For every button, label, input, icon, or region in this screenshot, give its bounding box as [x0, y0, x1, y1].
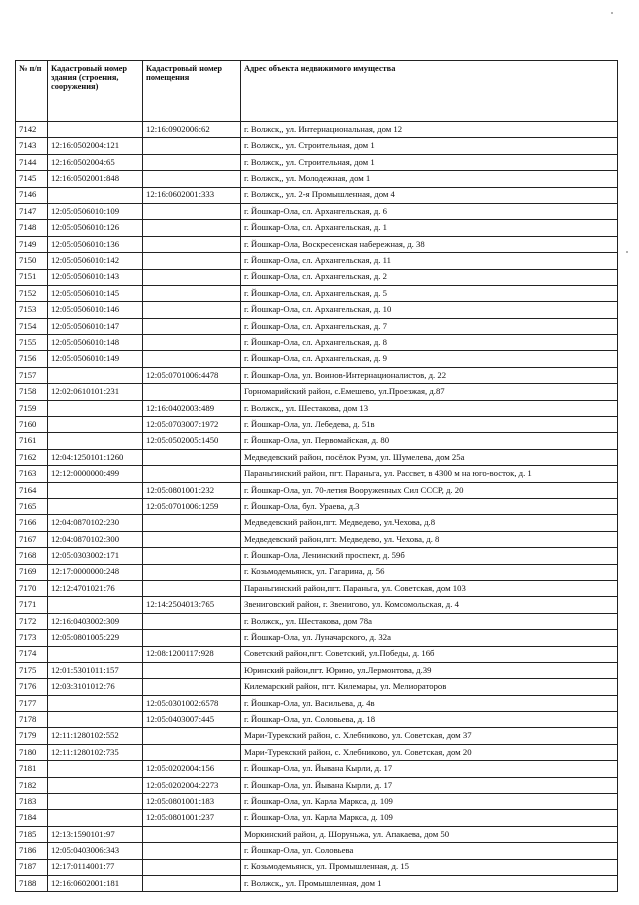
- cell-number: 7172: [16, 613, 48, 629]
- cell-room-cadastral: [143, 826, 241, 842]
- table-row: [16, 580, 618, 596]
- cell-room-cadastral: 12:05:0703007:1972: [143, 417, 241, 433]
- cell-building-cadastral: [48, 597, 143, 613]
- cell-room-cadastral: [143, 384, 241, 400]
- cell-address: г. Йошкар-Ола, ул. Лебедева, д. 51в: [241, 417, 618, 433]
- cell-address: г. Йошкар-Ола, бул. Ураева, д.3: [241, 498, 618, 514]
- cell-building-cadastral: 12:03:3101012:76: [48, 679, 143, 695]
- cell-room-cadastral: [143, 335, 241, 351]
- table-row: [16, 515, 618, 531]
- cell-number: 7174: [16, 646, 48, 662]
- table-row: [16, 318, 618, 334]
- table-row: [16, 794, 618, 810]
- cell-address: г. Йошкар-Ола, ул. Йывана Кырли, д. 17: [241, 761, 618, 777]
- table-row: [16, 482, 618, 498]
- cell-building-cadastral: 12:05:0506010:126: [48, 220, 143, 236]
- table-row: [16, 826, 618, 842]
- cell-number: 7144: [16, 154, 48, 170]
- cell-address: г. Йошкар-Ола, сл. Архангельская, д. 2: [241, 269, 618, 285]
- cell-building-cadastral: 12:05:0506010:143: [48, 269, 143, 285]
- cell-address: г. Йошкар-Ола, сл. Архангельская, д. 11: [241, 253, 618, 269]
- cell-building-cadastral: [48, 695, 143, 711]
- table-row: [16, 220, 618, 236]
- cell-number: 7161: [16, 433, 48, 449]
- cell-number: 7182: [16, 777, 48, 793]
- cell-address: г. Йошкар-Ола, сл. Архангельская, д. 7: [241, 318, 618, 334]
- cell-room-cadastral: 12:05:0701006:1259: [143, 498, 241, 514]
- cell-room-cadastral: [143, 466, 241, 482]
- cell-building-cadastral: 12:16:0602001:181: [48, 875, 143, 891]
- table-row: [16, 597, 618, 613]
- cell-address: г. Йошкар-Ола, ул. Воинов-Интернационалистов, д. 22: [241, 367, 618, 383]
- cell-number: 7176: [16, 679, 48, 695]
- cell-building-cadastral: 12:12:4701021:76: [48, 580, 143, 596]
- table-row: [16, 744, 618, 760]
- table-row: [16, 630, 618, 646]
- cell-room-cadastral: 12:05:0202004:2273: [143, 777, 241, 793]
- header-number: № п/п: [16, 61, 48, 122]
- cell-address: Горномарийский район, с.Емешево, ул.Проезжая, д.87: [241, 384, 618, 400]
- table-row: [16, 646, 618, 662]
- cell-address: г. Волжск,, ул. Молодежная, дом 1: [241, 171, 618, 187]
- table-row: [16, 253, 618, 269]
- cell-address: Медведевский район, посёлок Руэм, ул. Шумелева, дом 25а: [241, 449, 618, 465]
- table-row: [16, 761, 618, 777]
- cell-number: 7178: [16, 712, 48, 728]
- cell-room-cadastral: 12:16:0902006:62: [143, 122, 241, 138]
- cell-number: 7146: [16, 187, 48, 203]
- cell-room-cadastral: [143, 515, 241, 531]
- table-row: [16, 122, 618, 138]
- table-row: [16, 843, 618, 859]
- table-row: [16, 875, 618, 891]
- cell-room-cadastral: [143, 351, 241, 367]
- cell-number: 7150: [16, 253, 48, 269]
- cell-building-cadastral: [48, 761, 143, 777]
- cell-room-cadastral: 12:05:0502005:1450: [143, 433, 241, 449]
- cell-address: г. Йошкар-Ола, ул. Соловьева, д. 18: [241, 712, 618, 728]
- cell-room-cadastral: 12:05:0801001:237: [143, 810, 241, 826]
- cell-number: 7164: [16, 482, 48, 498]
- cell-number: 7157: [16, 367, 48, 383]
- cell-number: 7188: [16, 875, 48, 891]
- cell-address: Медведевский район,пгт. Медведево, ул. Чехова, д. 8: [241, 531, 618, 547]
- cell-address: г. Йошкар-Ола, ул. 70-летия Вооруженных Сил СССР, д. 20: [241, 482, 618, 498]
- header-address: Адрес объекта недвижимого имущества: [241, 61, 618, 122]
- cell-address: Медведевский район,пгт. Медведево, ул.Чехова, д.8: [241, 515, 618, 531]
- cell-building-cadastral: [48, 777, 143, 793]
- cell-number: 7186: [16, 843, 48, 859]
- table-row: [16, 433, 618, 449]
- table-row: [16, 400, 618, 416]
- cell-number: 7187: [16, 859, 48, 875]
- cell-room-cadastral: [143, 662, 241, 678]
- cell-room-cadastral: [143, 744, 241, 760]
- cell-address: г. Волжск,, ул. Промышленная, дом 1: [241, 875, 618, 891]
- cell-number: 7183: [16, 794, 48, 810]
- cell-room-cadastral: [143, 875, 241, 891]
- cell-address: г. Йошкар-Ола, ул. Васильева, д. 4в: [241, 695, 618, 711]
- cell-address: г. Йошкар-Ола, сл. Архангельская, д. 6: [241, 203, 618, 219]
- cell-number: 7153: [16, 302, 48, 318]
- cell-address: г. Йошкар-Ола, Воскресенская набережная, д. 38: [241, 236, 618, 252]
- cell-number: 7170: [16, 580, 48, 596]
- table-row: [16, 154, 618, 170]
- cell-building-cadastral: 12:05:0801005:229: [48, 630, 143, 646]
- cell-room-cadastral: 12:14:2504013:765: [143, 597, 241, 613]
- cell-room-cadastral: 12:05:0301002:6578: [143, 695, 241, 711]
- cell-building-cadastral: 12:16:0502004:121: [48, 138, 143, 154]
- cell-building-cadastral: [48, 482, 143, 498]
- cell-building-cadastral: 12:05:0506010:148: [48, 335, 143, 351]
- cell-building-cadastral: 12:05:0303002:171: [48, 548, 143, 564]
- table-row: [16, 335, 618, 351]
- cell-room-cadastral: [143, 269, 241, 285]
- cell-building-cadastral: 12:04:0870102:300: [48, 531, 143, 547]
- cell-address: г. Йошкар-Ола, ул. Луначарского, д. 32а: [241, 630, 618, 646]
- cell-building-cadastral: [48, 646, 143, 662]
- cell-number: 7152: [16, 285, 48, 301]
- cell-address: Моркинский район, д. Шоруньжа, ул. Апакаева, дом 50: [241, 826, 618, 842]
- cell-building-cadastral: 12:16:0502001:848: [48, 171, 143, 187]
- header-building-cadastral: Кадастровый номер здания (строения, сооружения): [48, 61, 143, 122]
- cell-address: Килемарский район, пгт. Килемары, ул. Мелиораторов: [241, 679, 618, 695]
- cell-number: 7181: [16, 761, 48, 777]
- table-row: [16, 203, 618, 219]
- cell-address: г. Волжск,, ул. Шестакова, дом 78а: [241, 613, 618, 629]
- cell-room-cadastral: [143, 580, 241, 596]
- table-row: [16, 531, 618, 547]
- table-row: [16, 466, 618, 482]
- cell-number: 7163: [16, 466, 48, 482]
- cell-room-cadastral: [143, 564, 241, 580]
- cell-address: г. Йошкар-Ола, сл. Архангельская, д. 5: [241, 285, 618, 301]
- cell-number: 7160: [16, 417, 48, 433]
- cell-room-cadastral: 12:05:0701006:4478: [143, 367, 241, 383]
- cell-building-cadastral: 12:05:0506010:149: [48, 351, 143, 367]
- header-room-cadastral: Кадастровый номер помещения: [143, 61, 241, 122]
- cell-building-cadastral: 12:16:0403002:309: [48, 613, 143, 629]
- cell-address: г. Волжск,, ул. Строительная, дом 1: [241, 154, 618, 170]
- cell-room-cadastral: 12:16:0402003:489: [143, 400, 241, 416]
- cell-building-cadastral: 12:11:1280102:552: [48, 728, 143, 744]
- cell-number: 7165: [16, 498, 48, 514]
- cell-number: 7151: [16, 269, 48, 285]
- table-row: [16, 859, 618, 875]
- cell-room-cadastral: [143, 138, 241, 154]
- cell-building-cadastral: 12:13:1590101:97: [48, 826, 143, 842]
- table-row: [16, 417, 618, 433]
- cell-number: 7184: [16, 810, 48, 826]
- cell-number: 7167: [16, 531, 48, 547]
- cell-number: 7173: [16, 630, 48, 646]
- cell-building-cadastral: 12:04:1250101:1260: [48, 449, 143, 465]
- cell-building-cadastral: 12:17:0114001:77: [48, 859, 143, 875]
- cell-number: 7154: [16, 318, 48, 334]
- scan-speck: [626, 251, 628, 253]
- table-row: [16, 269, 618, 285]
- cell-address: Мари-Турекский район, с. Хлебниково, ул. Советская, дом 20: [241, 744, 618, 760]
- cell-address: г. Волжск,, ул. Строительная, дом 1: [241, 138, 618, 154]
- cell-number: 7159: [16, 400, 48, 416]
- cell-address: г. Йошкар-Ола, сл. Архангельская, д. 8: [241, 335, 618, 351]
- table-row: [16, 564, 618, 580]
- table-row: [16, 285, 618, 301]
- cell-address: г. Йошкар-Ола, ул. Йывана Кырли, д. 17: [241, 777, 618, 793]
- cell-room-cadastral: [143, 203, 241, 219]
- cell-building-cadastral: [48, 794, 143, 810]
- cell-building-cadastral: 12:05:0506010:142: [48, 253, 143, 269]
- cell-room-cadastral: [143, 253, 241, 269]
- cell-building-cadastral: 12:11:1280102:735: [48, 744, 143, 760]
- table-header-row: [16, 61, 618, 122]
- cell-building-cadastral: 12:04:0870102:230: [48, 515, 143, 531]
- cell-building-cadastral: [48, 122, 143, 138]
- cell-building-cadastral: 12:12:0000000:499: [48, 466, 143, 482]
- cell-number: 7143: [16, 138, 48, 154]
- cell-room-cadastral: 12:16:0602001:333: [143, 187, 241, 203]
- cell-address: г. Йошкар-Ола, сл. Архангельская, д. 1: [241, 220, 618, 236]
- cell-number: 7155: [16, 335, 48, 351]
- table-row: [16, 351, 618, 367]
- table-row: [16, 662, 618, 678]
- cell-number: 7177: [16, 695, 48, 711]
- cell-room-cadastral: [143, 679, 241, 695]
- scan-speck: [611, 12, 613, 14]
- cell-number: 7162: [16, 449, 48, 465]
- cell-address: г. Козьмодемьянск, ул. Промышленная, д. 15: [241, 859, 618, 875]
- cell-room-cadastral: [143, 859, 241, 875]
- cell-room-cadastral: 12:05:0801001:232: [143, 482, 241, 498]
- cell-building-cadastral: 12:05:0403006:343: [48, 843, 143, 859]
- cell-room-cadastral: [143, 154, 241, 170]
- cell-address: Советский район,пгт. Советский, ул.Победы, д. 16б: [241, 646, 618, 662]
- table-row: [16, 777, 618, 793]
- cell-building-cadastral: [48, 433, 143, 449]
- cell-building-cadastral: [48, 187, 143, 203]
- cell-room-cadastral: [143, 171, 241, 187]
- cell-building-cadastral: 12:05:0506010:146: [48, 302, 143, 318]
- cell-number: 7149: [16, 236, 48, 252]
- table-row: [16, 367, 618, 383]
- property-registry-table: [15, 60, 618, 892]
- cell-building-cadastral: [48, 367, 143, 383]
- cell-address: г. Йошкар-Ола, сл. Архангельская, д. 10: [241, 302, 618, 318]
- cell-address: Параньгинский район,пгт. Параньга, ул. Советская, дом 103: [241, 580, 618, 596]
- cell-number: 7158: [16, 384, 48, 400]
- cell-address: Юринский район,пгт. Юрино, ул.Лермонтова, д.39: [241, 662, 618, 678]
- table-row: [16, 384, 618, 400]
- table-row: [16, 728, 618, 744]
- cell-address: г. Йошкар-Ола, Ленинский проспект, д. 59б: [241, 548, 618, 564]
- cell-address: г. Йошкар-Ола, ул. Карла Маркса, д. 109: [241, 810, 618, 826]
- cell-number: 7168: [16, 548, 48, 564]
- cell-room-cadastral: [143, 220, 241, 236]
- cell-number: 7175: [16, 662, 48, 678]
- cell-building-cadastral: 12:05:0506010:136: [48, 236, 143, 252]
- cell-room-cadastral: 12:08:1200117:928: [143, 646, 241, 662]
- table-row: [16, 810, 618, 826]
- cell-address: г. Йошкар-Ола, ул. Карла Маркса, д. 109: [241, 794, 618, 810]
- cell-number: 7180: [16, 744, 48, 760]
- cell-number: 7185: [16, 826, 48, 842]
- table-row: [16, 679, 618, 695]
- table-row: [16, 498, 618, 514]
- table-row: [16, 695, 618, 711]
- cell-building-cadastral: [48, 400, 143, 416]
- cell-building-cadastral: 12:17:0000000:248: [48, 564, 143, 580]
- cell-address: г. Йошкар-Ола, сл. Архангельская, д. 9: [241, 351, 618, 367]
- cell-building-cadastral: 12:01:5301011:157: [48, 662, 143, 678]
- cell-room-cadastral: [143, 843, 241, 859]
- cell-address: Параньгинский район, пгт. Параньга, ул. Рассвет, в 4300 м на юго-восток, д. 1: [241, 466, 618, 482]
- cell-room-cadastral: [143, 318, 241, 334]
- cell-address: г. Волжск,, ул. Шестакова, дом 13: [241, 400, 618, 416]
- cell-room-cadastral: [143, 728, 241, 744]
- cell-building-cadastral: [48, 712, 143, 728]
- cell-room-cadastral: [143, 285, 241, 301]
- cell-room-cadastral: [143, 548, 241, 564]
- cell-room-cadastral: [143, 531, 241, 547]
- cell-number: 7171: [16, 597, 48, 613]
- cell-room-cadastral: [143, 630, 241, 646]
- cell-room-cadastral: [143, 613, 241, 629]
- cell-building-cadastral: [48, 498, 143, 514]
- cell-building-cadastral: 12:05:0506010:109: [48, 203, 143, 219]
- cell-address: г. Йошкар-Ола, ул. Соловьева: [241, 843, 618, 859]
- table-row: [16, 613, 618, 629]
- cell-building-cadastral: [48, 810, 143, 826]
- cell-room-cadastral: [143, 449, 241, 465]
- cell-address: Мари-Турекский район, с. Хлебниково, ул. Советская, дом 37: [241, 728, 618, 744]
- cell-number: 7145: [16, 171, 48, 187]
- table-row: [16, 548, 618, 564]
- table-row: [16, 171, 618, 187]
- cell-building-cadastral: 12:16:0502004:65: [48, 154, 143, 170]
- cell-room-cadastral: 12:05:0403007:445: [143, 712, 241, 728]
- cell-building-cadastral: [48, 417, 143, 433]
- cell-building-cadastral: 12:05:0506010:147: [48, 318, 143, 334]
- cell-building-cadastral: 12:02:0610101:231: [48, 384, 143, 400]
- cell-room-cadastral: 12:05:0202004:156: [143, 761, 241, 777]
- cell-address: г. Йошкар-Ола, ул. Первомайская, д. 80: [241, 433, 618, 449]
- table-row: [16, 187, 618, 203]
- table-row: [16, 302, 618, 318]
- cell-address: г. Козьмодемьянск, ул. Гагарина, д. 56: [241, 564, 618, 580]
- cell-room-cadastral: [143, 236, 241, 252]
- cell-address: Звениговский район, г. Звенигово, ул. Комсомольская, д. 4: [241, 597, 618, 613]
- cell-number: 7166: [16, 515, 48, 531]
- cell-room-cadastral: [143, 302, 241, 318]
- table-row: [16, 138, 618, 154]
- cell-address: г. Волжск,, ул. 2-я Промышленная, дом 4: [241, 187, 618, 203]
- cell-number: 7179: [16, 728, 48, 744]
- cell-number: 7147: [16, 203, 48, 219]
- cell-number: 7156: [16, 351, 48, 367]
- table-row: [16, 236, 618, 252]
- table-row: [16, 712, 618, 728]
- cell-number: 7169: [16, 564, 48, 580]
- cell-room-cadastral: 12:05:0801001:183: [143, 794, 241, 810]
- table-row: [16, 449, 618, 465]
- cell-address: г. Волжск,, ул. Интернациональная, дом 12: [241, 122, 618, 138]
- cell-number: 7142: [16, 122, 48, 138]
- cell-building-cadastral: 12:05:0506010:145: [48, 285, 143, 301]
- cell-number: 7148: [16, 220, 48, 236]
